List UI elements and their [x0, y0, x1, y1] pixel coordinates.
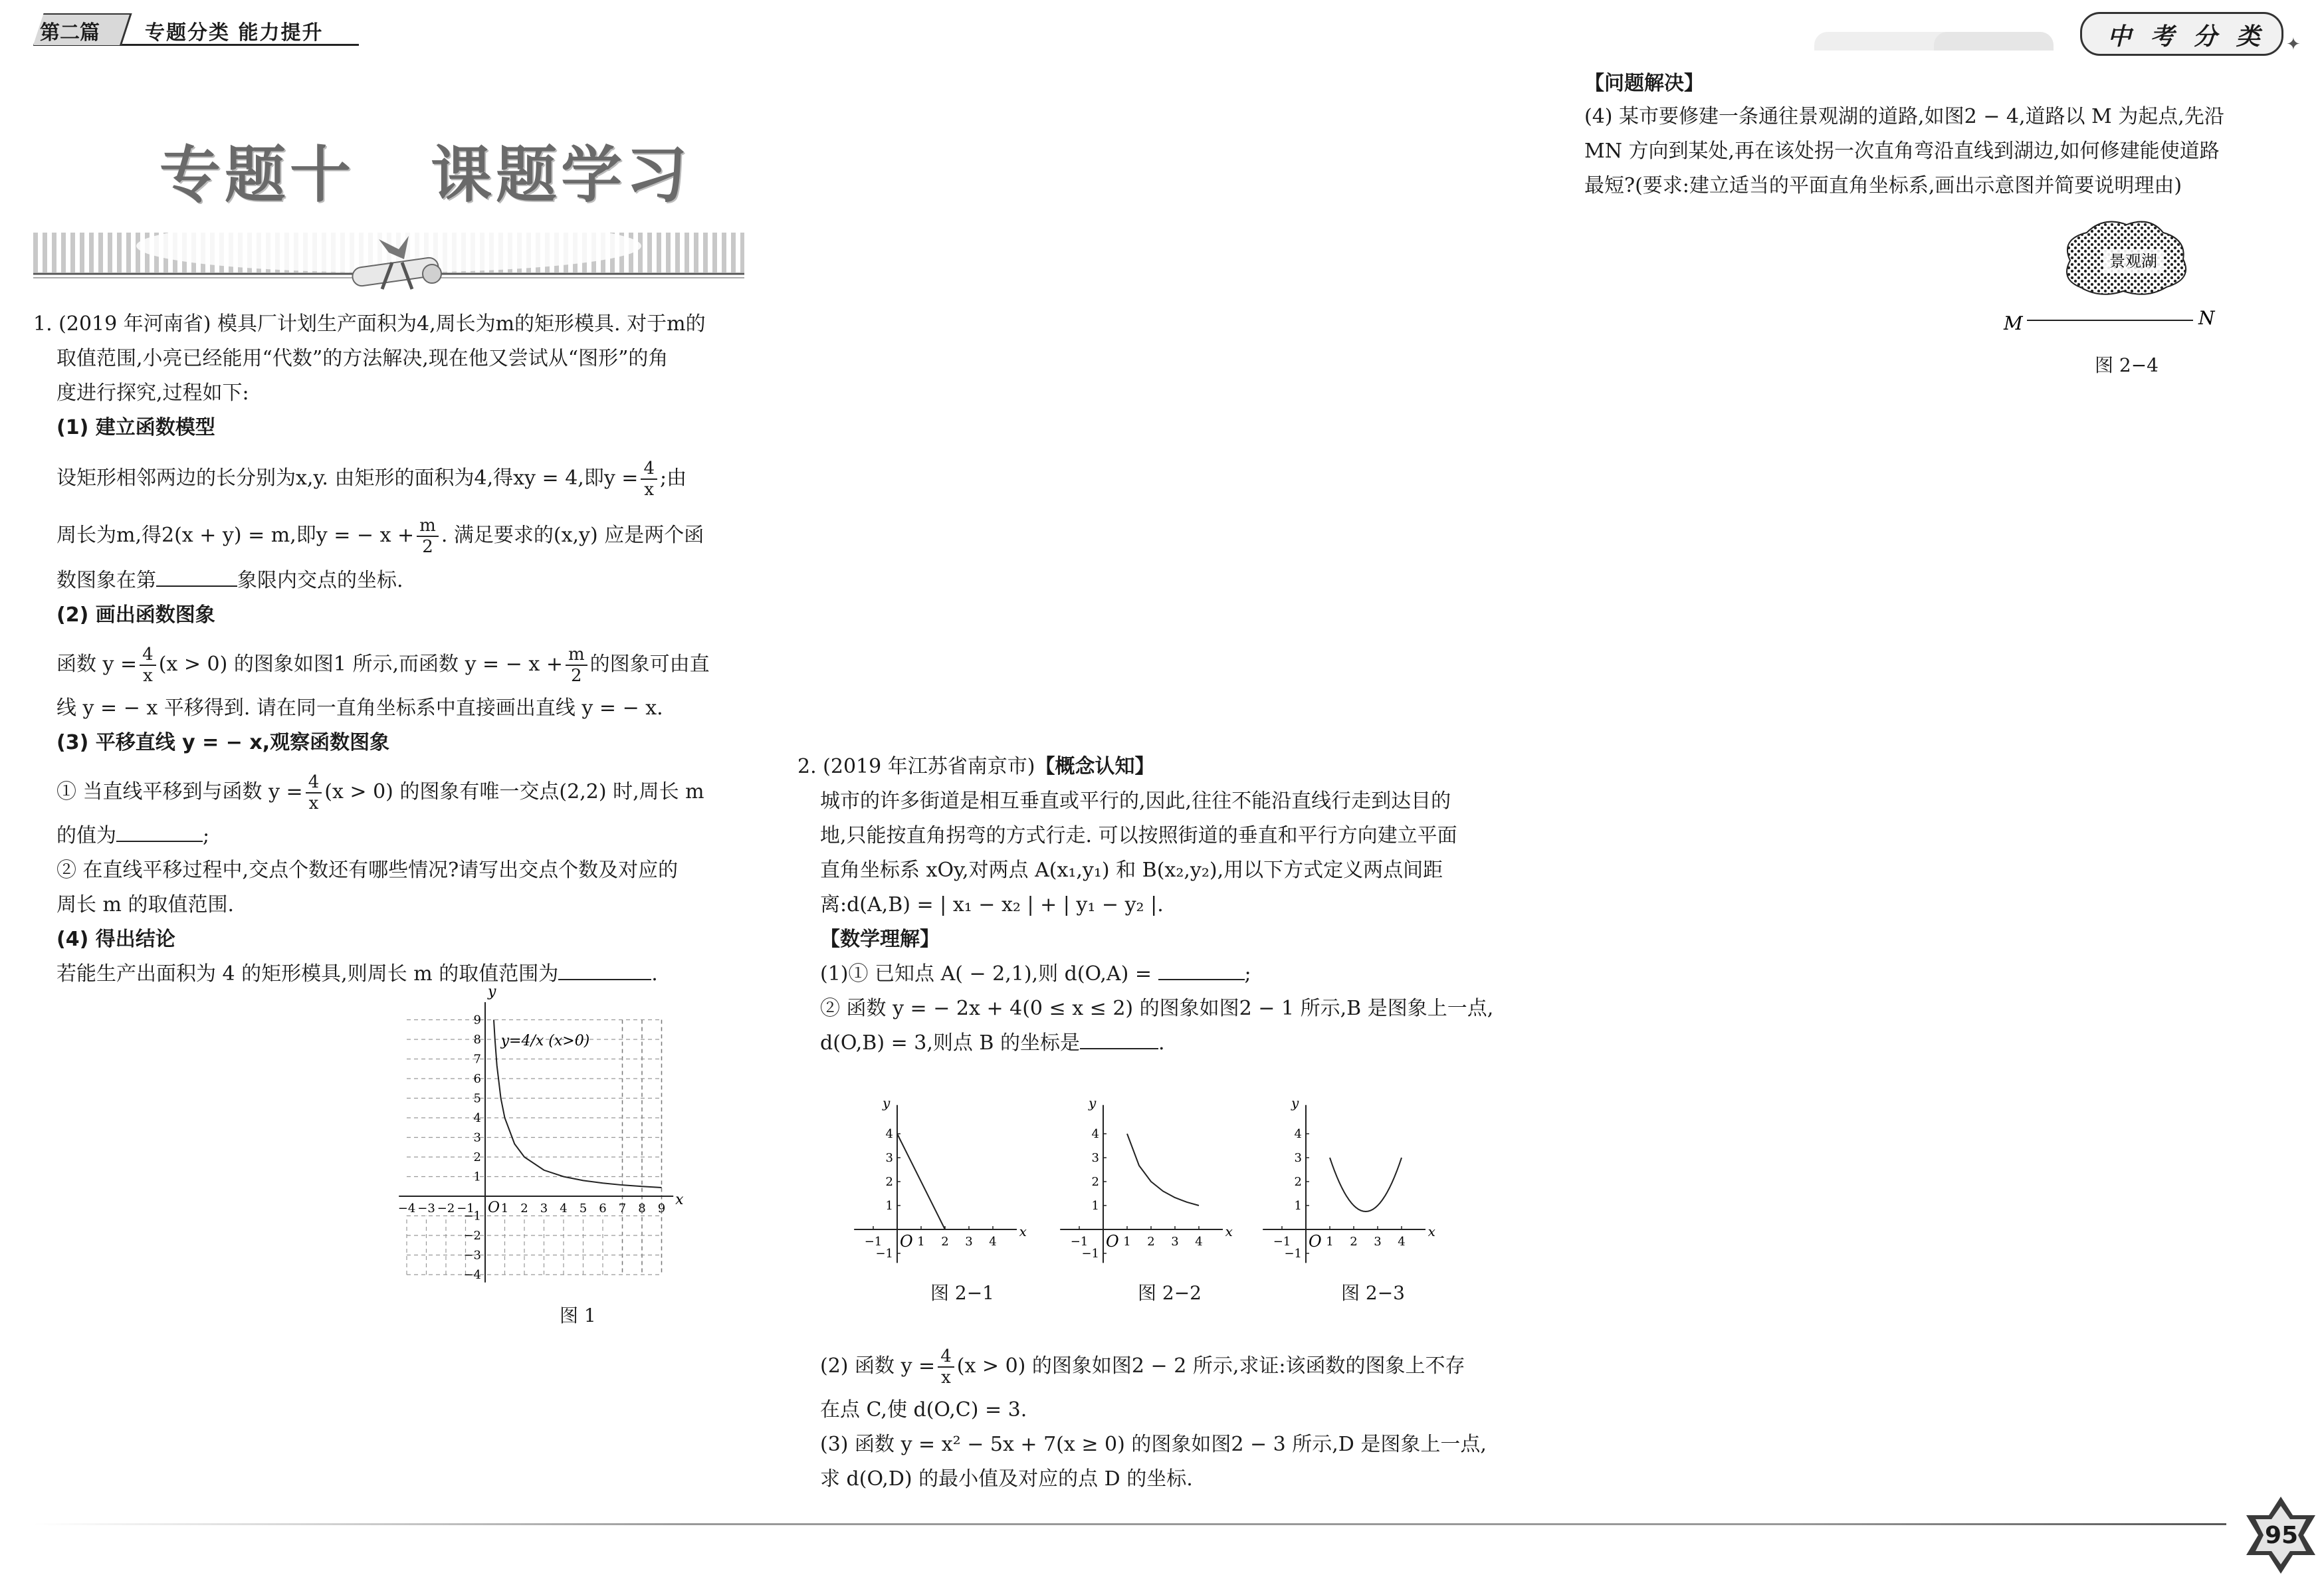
q4-line-2: MN 方向到某处,再在该处拐一次直角弯沿直线到湖边,如何修建能使道路: [1584, 140, 2220, 163]
x-tick-label: 3: [965, 1235, 973, 1249]
header-bar: [33, 13, 359, 46]
x-tick-label: −1: [1070, 1235, 1089, 1249]
header-section: 专题分类 能力提升: [145, 21, 324, 45]
q1-step3-title: (3) 平移直线 y = − x,观察函数图象: [56, 731, 390, 754]
answer-blank[interactable]: [1080, 1048, 1158, 1049]
y-tick-label: 1: [1091, 1199, 1099, 1213]
figure-1-graph: [397, 984, 751, 1309]
star-decoration-icon: ✦: [2286, 35, 2301, 54]
y-axis-label: y: [488, 984, 496, 1001]
q1-intro-line-1: 1. (2019 年河南省) 模具厂计划生产面积为4,周长为m的矩形模具. 对于m的: [33, 312, 706, 336]
answer-blank[interactable]: [558, 979, 651, 980]
q4-line-3: 最短?(要求:建立适当的平面直角坐标系,画出示意图并简要说明理由): [1584, 174, 2182, 197]
x-tick-label: 2: [1147, 1235, 1155, 1249]
y-tick-label: 4: [1091, 1127, 1099, 1141]
x-axis-label: x: [1019, 1223, 1027, 1239]
q1-step1-line-1: 设矩形相邻两边的长分别为x,y. 由矩形的面积为4,得xy = 4,即y = $\frac{4}{x}$ ;由: [56, 459, 687, 500]
q2-line-5: 离:d(A,B) = | x₁ − x₂ | + | y₁ − y₂ |.: [820, 893, 1164, 916]
origin-label: O: [1106, 1232, 1119, 1251]
topic-banner-decoration: [33, 226, 744, 299]
q1-intro-line-2: 取值范围,小亮已经能用“代数”的方法解决,现在他又尝试从“图形”的角: [56, 347, 669, 370]
fraction-m-over-2: $\frac{m}{2}$: [417, 516, 439, 557]
y-tick-label: 1: [885, 1199, 893, 1213]
origin-label: O: [1309, 1232, 1322, 1251]
x-tick-label: −1: [457, 1202, 475, 1215]
figure-2-4-caption: 图 2−4: [2095, 354, 2159, 376]
x-tick-label: 2: [520, 1202, 528, 1215]
x-tick-label: −1: [864, 1235, 883, 1249]
x-tick-label: 1: [1326, 1235, 1334, 1249]
y-tick-label: 2: [885, 1175, 893, 1189]
y-tick-label: −1: [875, 1247, 893, 1261]
page-number: 95: [2265, 1522, 2299, 1549]
y-tick-label: 3: [473, 1130, 481, 1145]
q2-m3: d(O,B) = 3,则点 B 的坐标是 .: [820, 1031, 1165, 1055]
fraction-4-over-x: $\frac{4}{x}$: [938, 1346, 954, 1388]
q2-line-1: 2. (2019 年江苏省南京市)【概念认知】: [797, 755, 1155, 778]
x-tick-label: 3: [540, 1202, 548, 1215]
q1-step1-line-3: 数图象在第 象限内交点的坐标.: [56, 569, 403, 592]
point-N-label: N: [2198, 307, 2215, 329]
x-axis-label: x: [1427, 1223, 1435, 1239]
y-tick-label: −4: [463, 1268, 481, 1282]
x-tick-label: 8: [638, 1202, 646, 1215]
x-tick-label: 4: [1195, 1235, 1203, 1249]
x-tick-label: −3: [417, 1202, 435, 1215]
y-tick-label: −1: [1081, 1247, 1099, 1261]
y-tick-label: 2: [1294, 1175, 1302, 1189]
q1-intro-line-3: 度进行探究,过程如下:: [56, 381, 249, 405]
y-tick-label: 6: [473, 1072, 481, 1086]
q1-step3-line-1: ① 当直线平移到与函数 y = $\frac{4}{x}$ (x > 0) 的图象有唯一交点(2,2) 时,周长 m: [56, 772, 704, 813]
y-tick-label: 3: [885, 1151, 893, 1165]
q1-step1-line-2: 周长为m,得2(x + y) = m,即y = − x + $\frac{m}{2}$ . 满足要求的(x,y) 应是两个函: [56, 516, 704, 557]
header-badge: [2080, 12, 2283, 56]
header-badge-text: 中 考 分 类: [2107, 23, 2266, 51]
x-axis-label: x: [675, 1192, 684, 1208]
q2-p3-line-1: (3) 函数 y = x² − 5x + 7(x ≥ 0) 的图象如图2 − 3 所示,D 是图象上一点,: [820, 1433, 1487, 1456]
q4-title: 【问题解决】: [1584, 72, 1704, 95]
curve-label: y=4/x (x>0): [500, 1032, 590, 1049]
x-tick-label: 5: [579, 1202, 587, 1215]
x-tick-label: 2: [941, 1235, 949, 1249]
q2-math-title: 【数学理解】: [820, 928, 940, 951]
q1-step4-line-1: 若能生产出面积为 4 的矩形模具,则周长 m 的取值范围为 .: [56, 962, 658, 986]
figure-2-2-caption: 图 2−2: [1138, 1282, 1202, 1304]
x-tick-label: −1: [1273, 1235, 1291, 1249]
y-axis-label: y: [1089, 1095, 1097, 1111]
answer-blank[interactable]: [156, 585, 237, 587]
q1-step2-title: (2) 画出函数图象: [56, 603, 215, 627]
figure-2-1-graph: [851, 1080, 1050, 1279]
y-tick-label: 4: [473, 1111, 481, 1125]
y-tick-label: −3: [463, 1248, 481, 1263]
q2-m2: ② 函数 y = − 2x + 4(0 ≤ x ≤ 2) 的图象如图2 − 1 所示,B 是图象上一点,: [820, 997, 1494, 1020]
x-tick-label: 6: [599, 1202, 607, 1215]
x-tick-label: 2: [1350, 1235, 1358, 1249]
x-tick-label: 4: [989, 1235, 997, 1249]
y-tick-label: 4: [885, 1127, 893, 1141]
x-tick-label: 4: [1398, 1235, 1406, 1249]
y-tick-label: 9: [473, 1013, 481, 1027]
x-tick-label: −2: [437, 1202, 455, 1215]
function-curve: [897, 1134, 945, 1229]
origin-label: O: [488, 1200, 500, 1216]
figure-2-3-caption: 图 2−3: [1341, 1282, 1405, 1304]
figure-2-3-graph: [1259, 1080, 1459, 1279]
q1-step2-line-2: 线 y = − x 平移得到. 请在同一直角坐标系中直接画出直线 y = − x.: [56, 696, 663, 720]
y-tick-label: 7: [473, 1052, 481, 1067]
x-tick-label: 4: [560, 1202, 568, 1215]
y-tick-label: 4: [1294, 1127, 1302, 1141]
y-tick-label: −1: [1284, 1247, 1302, 1261]
y-tick-label: 1: [1294, 1199, 1302, 1213]
fraction-4-over-x: $\frac{4}{x}$: [306, 772, 322, 813]
point-M-label: M: [2004, 312, 2023, 334]
q2-p3-line-2: 求 d(O,D) 的最小值及对应的点 D 的坐标.: [820, 1467, 1193, 1491]
header-part: 第二篇: [40, 21, 100, 45]
q4-line-1: (4) 某市要修建一条通往景观湖的道路,如图2 − 4,道路以 M 为起点,先沿: [1584, 105, 2224, 128]
y-tick-label: 5: [473, 1091, 481, 1106]
y-axis-label: y: [1291, 1095, 1299, 1111]
fraction-4-over-x: $\frac{4}{x}$: [641, 459, 657, 500]
q1-step3-line-3: ② 在直线平移过程中,交点个数还有哪些情况?请写出交点个数及对应的: [56, 859, 679, 882]
fraction-4-over-x: $\frac{4}{x}$: [140, 645, 156, 686]
answer-blank[interactable]: [116, 841, 203, 842]
q1-step2-line-1: 函数 y = $\frac{4}{x}$ (x > 0) 的图象如图1 所示,而函数 y = − x + $\frac{m}{2}$ 的图象可由直: [56, 645, 710, 686]
y-tick-label: 2: [1091, 1175, 1099, 1189]
q1-step3-line-2: 的值为 ;: [56, 824, 210, 847]
answer-blank[interactable]: [1158, 979, 1245, 980]
q2-line-2: 城市的许多街道是相互垂直或平行的,因此,往往不能沿直线行走到达目的: [820, 790, 1451, 813]
lake-label: 景观湖: [2109, 252, 2157, 270]
figure-1-caption: 图 1: [560, 1305, 596, 1326]
fraction-m-over-2: $\frac{m}{2}$: [566, 645, 587, 686]
x-tick-label: 9: [657, 1202, 666, 1215]
x-tick-label: 7: [618, 1202, 627, 1215]
x-tick-label: 1: [917, 1235, 925, 1249]
y-tick-label: −1: [463, 1209, 481, 1223]
footer-line: [33, 1523, 2226, 1525]
x-tick-label: 1: [1123, 1235, 1131, 1249]
q2-m1: (1)① 已知点 A( − 2,1),则 d(O,A) = ;: [820, 962, 1251, 986]
q1-step3-line-4: 周长 m 的取值范围.: [56, 893, 235, 916]
y-axis-label: y: [883, 1095, 891, 1111]
y-tick-label: 2: [473, 1150, 481, 1164]
y-tick-label: 3: [1294, 1151, 1302, 1165]
y-tick-label: −2: [463, 1229, 481, 1243]
q1-step4-title: (4) 得出结论: [56, 928, 175, 951]
topic-title: 专题十 课题学习: [159, 140, 692, 211]
header-right-tabs-2: [1934, 32, 2054, 51]
x-tick-label: −4: [397, 1202, 416, 1215]
q1-step1-title: (1) 建立函数模型: [56, 416, 215, 439]
q2-p2-line-1: (2) 函数 y = $\frac{4}{x}$ (x > 0) 的图象如图2 − 2 所示,求证:该函数的图象上不存: [820, 1346, 1465, 1388]
function-curve: [1127, 1134, 1199, 1206]
y-tick-label: 8: [473, 1033, 481, 1047]
q2-line-3: 地,只能按直角拐弯的方式行走. 可以按照街道的垂直和平行方向建立平面: [820, 824, 1457, 847]
q2-p2-line-2: 在点 C,使 d(O,C) = 3.: [820, 1398, 1027, 1422]
x-axis-label: x: [1225, 1223, 1233, 1239]
y-tick-label: 3: [1091, 1151, 1099, 1165]
origin-label: O: [900, 1232, 913, 1251]
q2-line-4: 直角坐标系 xOy,对两点 A(x₁,y₁) 和 B(x₂,y₂),用以下方式定义两点间距: [820, 859, 1443, 882]
y-tick-label: 1: [473, 1170, 481, 1184]
x-tick-label: 1: [500, 1202, 509, 1215]
figure-2-2-graph: [1057, 1080, 1256, 1279]
x-tick-label: 3: [1374, 1235, 1382, 1249]
figure-2-4-diagram: [1987, 213, 2240, 346]
function-curve: [1330, 1158, 1402, 1212]
figure-2-1-caption: 图 2−1: [930, 1282, 994, 1304]
x-tick-label: 3: [1171, 1235, 1179, 1249]
